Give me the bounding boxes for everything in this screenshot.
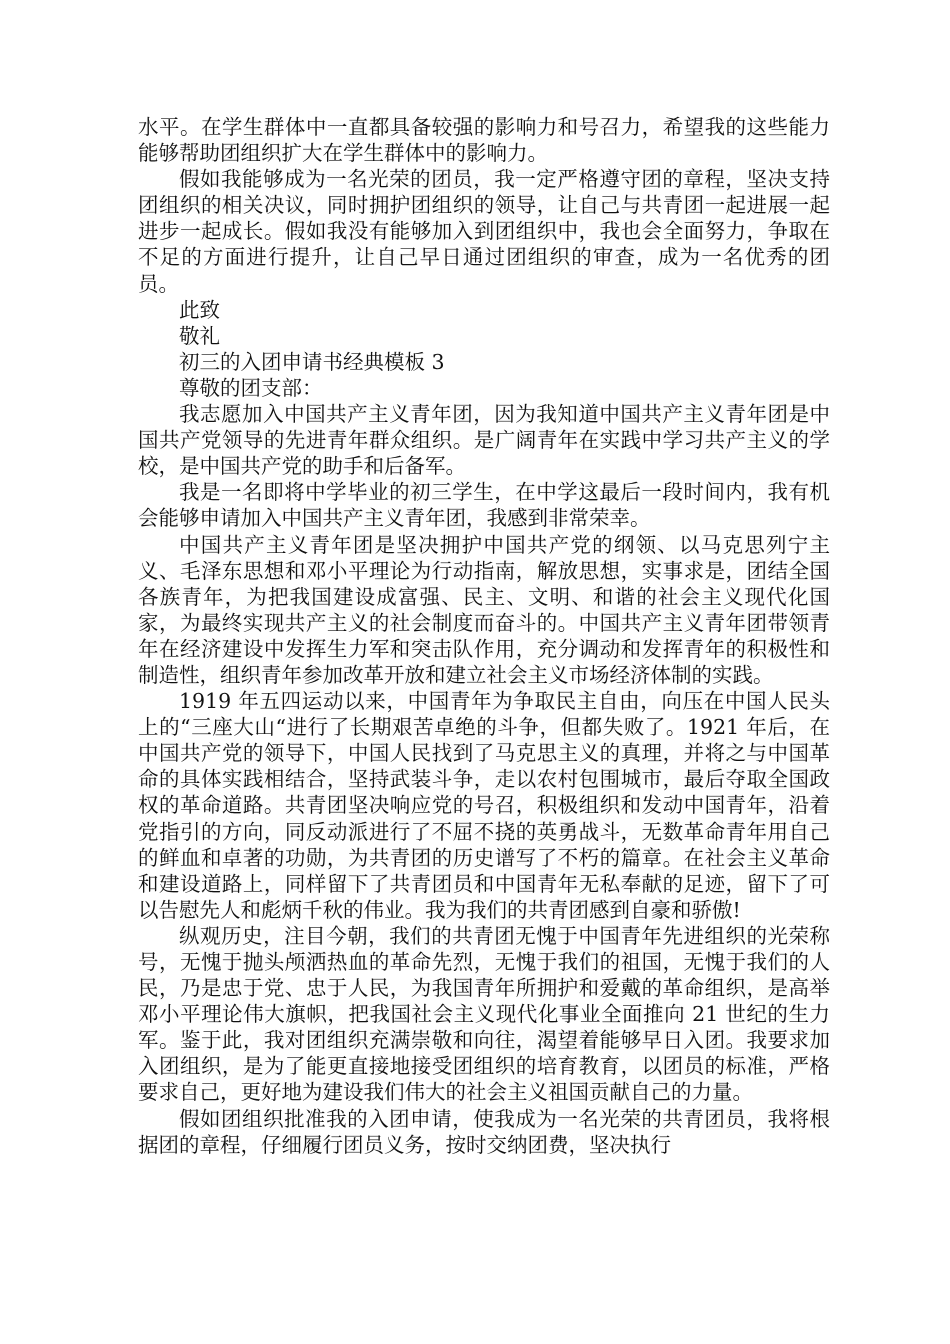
paragraph-continuation: 水平。在学生群体中一直都具备较强的影响力和号召力，希望我的这些能力能够帮助团组织扩大在学生群体中的影响力。: [138, 115, 830, 166]
section-title: 初三的入团申请书经典模板 3: [179, 349, 445, 374]
paragraph-intent: 我志愿加入中国共产主义青年团，因为我知道中国共产主义青年团是中国共产党领导的先进青年群众组织。是广阔青年在实践中学习共产主义的学校，是中国共产党的助手和后备军。: [138, 402, 830, 479]
paragraph-commitment: 假如团组织批准我的入团申请，使我成为一名光荣的共青团员，我将根据团的章程，仔细履行团员义务，按时交纳团费，坚决执行: [138, 1106, 830, 1157]
paragraph-league-purpose: 中国共产主义青年团是坚决拥护中国共产党的纲领、以马克思列宁主义、毛泽东思想和邓小平理论为行动指南，解放思想，实事求是，团结全国各族青年，为把我国建设成富强、民主、文明、和谐的社会主义现代化国家，为最终实现共产主义的社会制度而奋斗的。中国共产主义青年团带领青年在经济建设中发挥生力军和突击队作用，充分调动和发挥青年的积极性和制造性，组织青年参加改革开放和建立社会主义市场经济体制的实践。: [138, 532, 830, 687]
paragraph-history: 1919 年五四运动以来，中国青年为争取民主自由，向压在中国人民头上的“三座大山“进行了长期艰苦卓绝的斗争，但都失败了。1921 年后，在中国共产党的领导下，中国人民找到了马克思主义的真理，并将之与中国革命的具体实践相结合，坚持武装斗争，走以农村包围城市，最后夺取全国政权的革命道路。共青团坚决响应党的号召，积极组织和发动中国青年，沿着党指引的方向，同反动派进行了不屈不挠的英勇战斗，无数革命青年用自己的鲜血和卓著的功勋，为共青团的历史谱写了不朽的篇章。在社会主义革命和建设道路上，同样留下了共青团员和中国青年无私奉献的足迹，留下了可以告慰先人和彪炳千秋的伟业。我为我们的共青团感到自豪和骄傲!: [138, 689, 830, 922]
paragraph-reflection: 纵观历史，注目今朝，我们的共青团无愧于中国青年先进组织的光荣称号，无愧于抛头颅洒热血的革命先烈，无愧于我们的祖国，无愧于我们的人民，乃是忠于党、忠于人民，为我国青年所拥护和爱戴的革命组织，是高举邓小平理论伟大旗帜，把我国社会主义现代化事业全面推向 21 世纪的生力军。鉴于此，我对团组织充满崇敬和向往，渴望着能够早日入团。我要求加入团组织，是为了能更直接地接受团组织的培育教育，以团员的标准，严格要求自己，更好地为建设我们伟大的社会主义祖国贡献自己的力量。: [138, 923, 830, 1105]
paragraph-pledge: 假如我能够成为一名光荣的团员，我一定严格遵守团的章程，坚决支持团组织的相关决议，同时拥护团组织的领导，让自己与共青团一起进展一起进步一起成长。假如我没有能够加入到团组织中，我也会全面努力，争取在不足的方面进行提升，让自己早日通过团组织的审查，成为一名优秀的团员。: [138, 167, 830, 296]
paragraph-self-intro: 我是一名即将中学毕业的初三学生，在中学这最后一段时间内，我有机会能够申请加入中国共产主义青年团，我感到非常荣幸。: [138, 480, 830, 531]
greeting: 尊敬的团支部：: [179, 375, 323, 400]
closing-regards: 敬礼: [179, 323, 220, 348]
document-body: [138, 114, 830, 1158]
closing-salutation: 此致: [179, 297, 220, 322]
